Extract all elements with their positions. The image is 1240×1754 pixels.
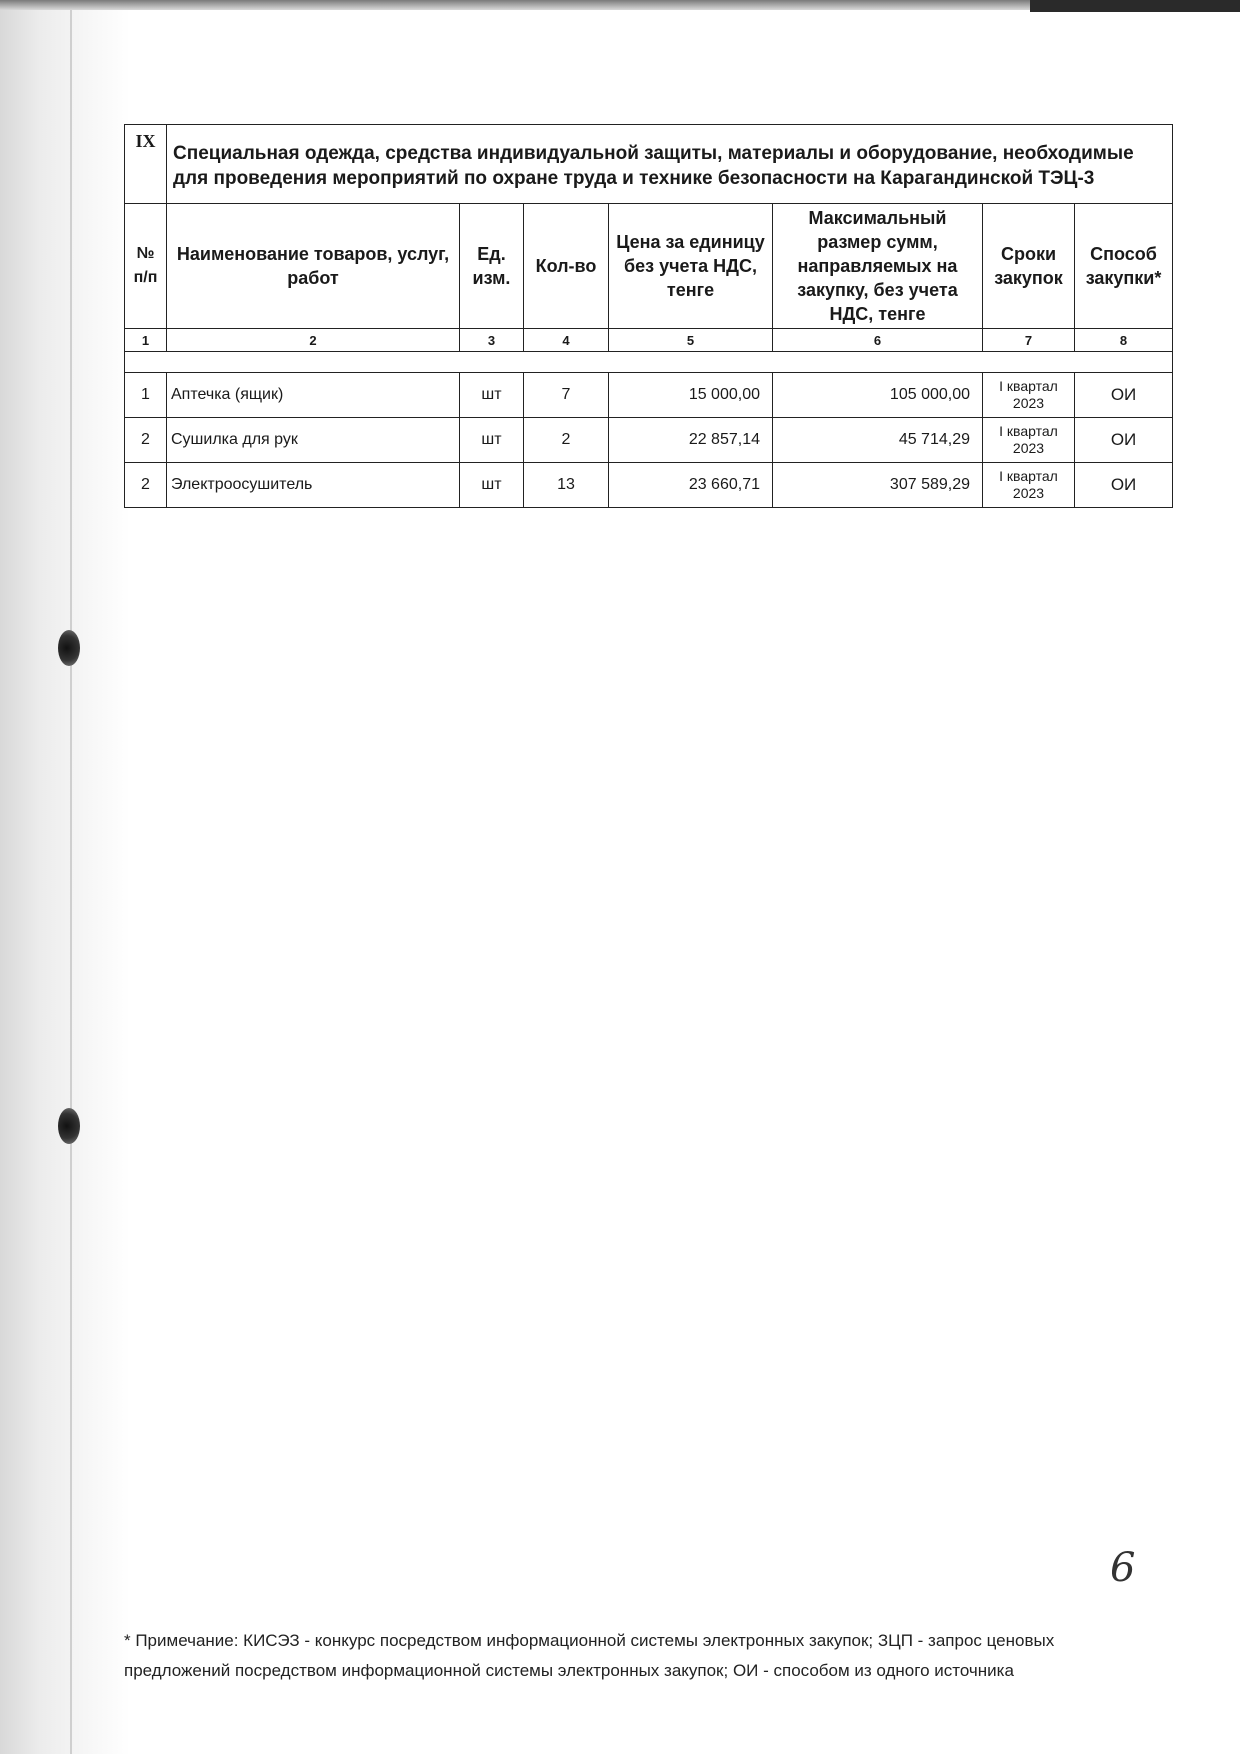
row-name: Сушилка для рук: [167, 418, 460, 463]
header-term: Сроки закупок: [983, 204, 1075, 329]
row-unit: шт: [460, 373, 524, 418]
row-term-quarter: I квартал: [999, 378, 1058, 394]
section-header-row: [125, 125, 1173, 204]
binder-hole-upper: [58, 630, 80, 666]
row-term: [983, 418, 1075, 463]
footnote: * Примечание: КИСЭЗ - конкурс посредством информационной системы электронных закупок; ЗЦП - запрос ценовых предложений посредством информационной системы электронных закупок; ОИ - способом из одного источника: [124, 1631, 1055, 1680]
row-unit: шт: [460, 418, 524, 463]
scan-top-corner: [1030, 0, 1240, 12]
row-price: 22 857,14: [609, 418, 773, 463]
header-max-sum: Максимальный размер сумм, направляемых на закупку, без учета НДС, тенге: [773, 204, 983, 329]
page-number: 6: [1110, 1545, 1136, 1591]
row-term-quarter: I квартал: [999, 423, 1058, 439]
row-term-year: 2023: [1012, 485, 1045, 501]
row-qty: 7: [524, 373, 609, 418]
header-method: Способ закупки*: [1075, 204, 1173, 329]
colnum-6: 6: [773, 329, 983, 352]
header-price: Цена за единицу без учета НДС, тенге: [609, 204, 773, 329]
row-number: 1: [125, 373, 167, 418]
scan-left-edge: [0, 0, 130, 1754]
header-qty: Кол-во: [524, 204, 609, 329]
procurement-table: [124, 124, 1173, 508]
colnum-4: 4: [524, 329, 609, 352]
row-term: [983, 463, 1075, 508]
section-title: Специальная одежда, средства индивидуальной защиты, материалы и оборудование, необходимые для проведения мероприятий по охране труда и технике безопасности на Карагандинской ТЭЦ-3: [167, 125, 1173, 204]
spacer-cell: [125, 352, 1173, 373]
row-term: [983, 373, 1075, 418]
row-term-year: 2023: [1012, 395, 1045, 411]
row-method: ОИ: [1075, 373, 1173, 418]
row-unit: шт: [460, 463, 524, 508]
colnum-8: 8: [1075, 329, 1173, 352]
header-unit: Ед. изм.: [460, 204, 524, 329]
spacer-row: [125, 352, 1173, 373]
binder-hole-lower: [58, 1108, 80, 1144]
header-name: Наименование товаров, услуг, работ: [167, 204, 460, 329]
row-term-quarter: I квартал: [999, 468, 1058, 484]
row-term-year: 2023: [1012, 440, 1045, 456]
colnum-5: 5: [609, 329, 773, 352]
header-number: № п/п: [125, 204, 167, 329]
row-name: Аптечка (ящик): [167, 373, 460, 418]
colnum-2: 2: [167, 329, 460, 352]
row-max-sum: 45 714,29: [773, 418, 983, 463]
column-header-row: [125, 204, 1173, 329]
row-price: 15 000,00: [609, 373, 773, 418]
row-method: ОИ: [1075, 463, 1173, 508]
scan-fold-line: [70, 0, 72, 1754]
colnum-7: 7: [983, 329, 1075, 352]
row-name: Электроосушитель: [167, 463, 460, 508]
row-qty: 13: [524, 463, 609, 508]
colnum-3: 3: [460, 329, 524, 352]
column-number-row: [125, 329, 1173, 352]
row-method: ОИ: [1075, 418, 1173, 463]
row-price: 23 660,71: [609, 463, 773, 508]
section-number: IX: [125, 125, 167, 204]
table-row: [125, 373, 1173, 418]
row-qty: 2: [524, 418, 609, 463]
row-max-sum: 307 589,29: [773, 463, 983, 508]
row-max-sum: 105 000,00: [773, 373, 983, 418]
table-row: [125, 418, 1173, 463]
row-number: 2: [125, 418, 167, 463]
colnum-1: 1: [125, 329, 167, 352]
row-number: 2: [125, 463, 167, 508]
table-row: [125, 463, 1173, 508]
